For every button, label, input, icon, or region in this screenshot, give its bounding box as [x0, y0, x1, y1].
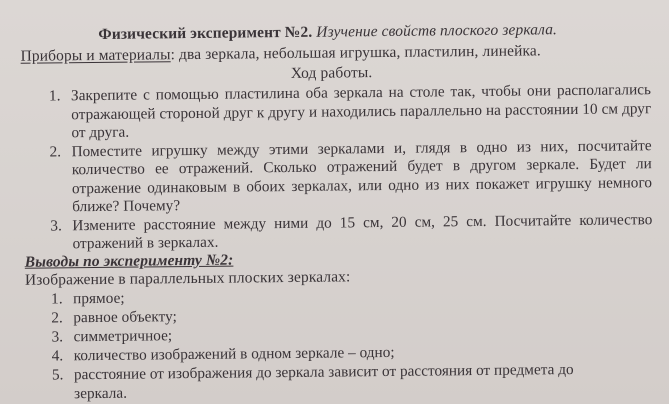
step-text: Поместите игрушку между этими зеркалами и, глядя в одно из них, посчитайте количество ее отражений. Сколько отражений будет в другом зеркале. Будет ли отражение одинаковым в обоих зеркалах, или одно из них покажет игрушку немного ближе? Почему?: [71, 136, 653, 216]
step-item: [42, 137, 653, 217]
step-text: Закрепите с помощью пластилина оба зеркала на столе так, чтобы они располагались отражающей стороной друг к другу и находились параллельно на расстоянии 10 см друг от друга.: [70, 81, 652, 142]
step-number: 3.: [50, 216, 62, 234]
materials-label: Приборы и материалы: [20, 46, 171, 65]
conclusion-number: 3.: [51, 328, 64, 346]
conclusions-heading: Выводы по эксперименту №2:: [24, 251, 234, 271]
materials-text: : два зеркала, небольшая игрушка, пластилин, линейка.: [170, 42, 541, 64]
conclusion-text: симметричное;: [73, 327, 173, 346]
step-number: 1.: [48, 87, 61, 105]
title-bold: Физический эксперимент №2.: [98, 23, 313, 43]
page-title: [98, 21, 557, 44]
materials-line: [21, 42, 541, 65]
conclusion-text: равное объекту;: [73, 308, 177, 327]
step-text: Измените расстояние между ними до 15 см, 20 см, 25 см. Посчитайте количество отражений в зеркалах.: [72, 210, 653, 253]
conclusion-number: 2.: [51, 309, 63, 327]
conclusion-number: 1.: [51, 290, 63, 308]
conclusion-number: 5.: [51, 366, 64, 384]
conclusion-text: количество изображений в одном зеркале – одно;: [73, 343, 395, 365]
step-item: [42, 211, 652, 254]
title-italic: Изучение свойств плоского зеркала.: [316, 21, 558, 41]
step-number: 2.: [49, 142, 62, 160]
step-item: [41, 81, 652, 143]
progress-heading: Ход работы.: [290, 64, 373, 82]
conclusion-text: прямое;: [73, 289, 125, 308]
conclusion-text: расстояние от изображения до зеркала зависит от расстояния от предмета до зеркала.: [73, 361, 574, 403]
conclusions-list: [43, 283, 624, 403]
conclusions-intro: Изображение в параллельных плоских зеркалах:: [24, 268, 351, 289]
conclusion-item: [44, 359, 624, 403]
conclusion-number: 4.: [51, 347, 64, 365]
steps-list: [41, 81, 653, 254]
